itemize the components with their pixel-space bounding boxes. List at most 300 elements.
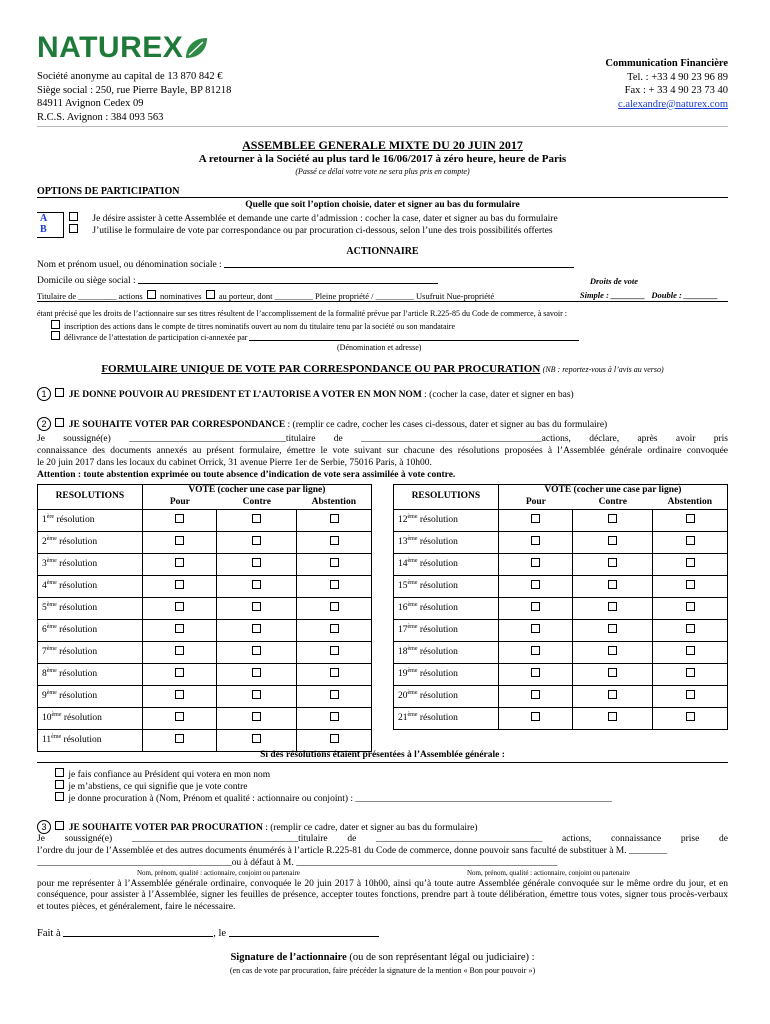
resolution-word: résolution [417,691,458,702]
contact-info [605,57,728,111]
options-instruction: Quelle que soit l’option choisie, dater et signer au bas du formulaire [245,200,520,210]
resolution-word: résolution [61,735,102,746]
resolution-row [394,598,728,620]
resolution-ordinal: ème [407,558,418,565]
resolution-number: 10 [42,713,52,724]
resolution-word: résolution [417,559,458,570]
signature-rest: (ou de son représentant légal ou judiciaire) : [349,952,535,963]
vote-contre-checkbox[interactable] [252,690,261,699]
nominatives-checkbox[interactable] [147,290,156,299]
resolution-label [38,642,143,664]
vote-contre-checkbox[interactable] [252,558,261,567]
domicile-label: Domicile ou siège social : [37,276,136,286]
resolution-label [394,598,499,620]
option-b-checkbox[interactable] [69,224,78,233]
domicile-input[interactable] [138,283,438,284]
resolution-label [38,598,143,620]
actionnaire-divider [37,301,728,302]
vote-cell-pour [498,598,573,620]
resolution-word: résolution [56,669,98,680]
fait-label: Fait à [37,928,61,939]
resolution-label [38,664,143,686]
option3-text: JE SOUHAITE VOTER PAR PROCURATION [68,823,263,833]
resolution-number: 9 [42,691,47,702]
vote-cell-pour [498,576,573,598]
resolution-word: résolution [417,581,458,592]
vote-contre-checkbox[interactable] [608,602,617,611]
resolution-word: résolution [56,691,98,702]
fait-row [37,928,379,941]
vote-pour-checkbox[interactable] [531,712,540,721]
vote-cell-contre [217,510,297,532]
vote-abstention-checkbox[interactable] [330,734,339,743]
vote-cell-contre [573,664,653,686]
resolution-word: résolution [417,647,458,658]
delivrance-checkbox[interactable] [51,331,60,340]
resolution-row [38,532,372,554]
vote-abstention-checkbox[interactable] [330,690,339,699]
resolution-label [394,664,499,686]
company-line: 84911 Avignon Cedex 09 [37,98,144,109]
vote-header: VOTE (cocher une case par ligne) [142,485,371,498]
resolution-ordinal: ème [407,668,418,675]
vote-contre-checkbox[interactable] [252,580,261,589]
vote-contre-checkbox[interactable] [252,668,261,677]
form-title-row [37,363,728,376]
resolution-word: résolution [61,713,102,724]
option-a-text: Je désire assister à cette Assemblée et demande une carte d’admission : cocher la case, dater et signer au bas du formulaire [92,214,558,224]
vote-pour-checkbox[interactable] [531,514,540,523]
resolution-number: 12 [398,515,408,526]
resolution-ordinal: ère [46,514,55,521]
resolution-label [38,532,143,554]
vote-cell-pour [498,554,573,576]
option3-caption2: Nom, prénom, qualité : actionnaire, conjoint ou partenaire [467,869,630,877]
delivrance-text: délivrance de l’attestation de participation ci-annexée par [64,333,248,342]
vote-contre-checkbox[interactable] [252,602,261,611]
simple-votes: Simple : ________ [579,290,646,300]
resolution-number: 7 [42,647,47,658]
resolution-number: 13 [398,537,408,548]
vote-pour-checkbox[interactable] [531,558,540,567]
vote-contre-checkbox[interactable] [608,646,617,655]
vote-pour-checkbox[interactable] [175,580,184,589]
option1-number: 1 [37,387,51,401]
option2-attention: Attention : toute abstention exprimée ou toute absence d’indication de vote sera assimilée à vote contre. [37,470,456,480]
vote-cell-contre [573,598,653,620]
vote-contre-checkbox[interactable] [608,536,617,545]
vote-abstention-checkbox[interactable] [330,712,339,721]
resolution-label [38,576,143,598]
resolution-number: 11 [42,735,52,746]
resolutions-table-left [37,484,372,752]
resolution-ordinal: ème [51,712,62,719]
vote-cell-abstention [297,554,372,576]
resolution-ordinal: ème [46,602,57,609]
contre-header: Contre [573,497,653,510]
resolution-row [394,576,728,598]
vote-pour-checkbox[interactable] [531,624,540,633]
resolution-row [38,730,372,752]
vote-abstention-checkbox[interactable] [330,536,339,545]
extra-opt2-text: je m’abstiens, ce qui signifie que je vote contre [68,782,248,792]
vote-cell-pour [498,642,573,664]
vote-cell-abstention [297,532,372,554]
vote-pour-checkbox[interactable] [531,536,540,545]
vote-contre-checkbox[interactable] [608,558,617,567]
vote-pour-checkbox[interactable] [531,668,540,677]
vote-abstention-checkbox[interactable] [330,624,339,633]
vote-cell-abstention [653,642,728,664]
resolutions-header: RESOLUTIONS [394,485,499,510]
option2-line2: connaissance des documents annexés au présent formulaire, émettre le vote suivant sur chacune des résolutions proposées à l’Assemblée générale ordinaire convoquée [37,446,728,456]
actionnaire-box [37,244,728,356]
resolution-row [394,664,728,686]
option-b-letter: B [40,224,47,235]
subtitle-note: (Passé ce délai votre vote ne sera plus pris en compte) [295,167,470,176]
vote-cell-contre [573,532,653,554]
option3-number: 3 [37,820,51,834]
contact-email-link[interactable]: c.alexandre@naturex.com [618,98,728,110]
resolution-ordinal: ème [407,712,418,719]
resolution-row [394,510,728,532]
resolution-word: résolution [56,581,98,592]
vote-cell-abstention [297,708,372,730]
vote-cell-pour [498,620,573,642]
resolution-row [38,642,372,664]
vote-cell-contre [573,620,653,642]
vote-abstention-checkbox[interactable] [330,646,339,655]
titulaire-text: Titulaire de _________ actions [37,291,143,301]
form-note: (NB : reportez-vous à l’avis au verso) [542,365,664,374]
option2-number: 2 [37,417,51,431]
resolution-word: résolution [56,625,98,636]
resolution-ordinal: ème [46,646,57,653]
resolution-row [38,686,372,708]
contact-title: Communication Financière [605,58,728,69]
resolution-row [394,686,728,708]
vote-contre-checkbox[interactable] [608,668,617,677]
resolution-ordinal: ème [46,690,57,697]
resolution-ordinal: ème [46,536,57,543]
resolution-label [394,510,499,532]
vote-contre-checkbox[interactable] [252,624,261,633]
inscription-text: inscription des actions dans le compte de titres nominatifs ouvert au nom du titulaire tenu par la société ou son mandataire [64,322,456,331]
resolution-row [38,708,372,730]
vote-abstention-checkbox[interactable] [686,668,695,677]
vote-contre-checkbox[interactable] [252,734,261,743]
vote-cell-abstention [297,642,372,664]
resolution-word: résolution [417,603,458,614]
vote-pour-checkbox[interactable] [175,712,184,721]
vote-cell-contre [217,730,297,752]
precise-text: étant précisé que les droits de l’actionnaire sur ses titres résultent de l’accomplissement de la formalité prévue par l’article R.225-85 du Code de commerce, à savoir : [37,309,568,318]
vote-cell-abstention [653,598,728,620]
vote-cell-abstention [653,664,728,686]
resolution-row [38,510,372,532]
vote-cell-abstention [653,576,728,598]
fait-date-input[interactable] [229,936,379,937]
leaf-icon [183,35,209,61]
resolution-number: 20 [398,691,408,702]
vote-pour-checkbox[interactable] [531,646,540,655]
vote-pour-checkbox[interactable] [175,558,184,567]
resolution-label [38,510,143,532]
resolution-row [394,620,728,642]
option-a-checkbox[interactable] [69,212,78,221]
option3-line2: l’ordre du jour de l’Assemblée et des autres documents énumérés à l’article R.225-81 du Code de commerce, donne pouvoir sans faculté de substituer à M. ________ [37,846,667,856]
vote-pour-checkbox[interactable] [175,536,184,545]
option2-note: : (remplir ce cadre, cocher les cases ci-dessous, dater et signer au bas du formulaire) [287,420,608,430]
vote-abstention-checkbox[interactable] [686,690,695,699]
vote-cell-abstention [297,620,372,642]
option2-checkbox[interactable] [55,418,64,427]
signature-row [37,952,728,965]
vote-cell-pour [142,686,217,708]
resolution-number: 15 [398,581,408,592]
resolution-word: résolution [54,515,95,526]
resolution-row [38,664,372,686]
vote-abstention-checkbox[interactable] [330,580,339,589]
resolution-word: résolution [417,515,458,526]
resolution-row [394,708,728,730]
option3-line1: Je soussigné(e) ___________________________________titulaire de ___________________________________ actions, connaissance prise de [37,834,728,844]
inscription-checkbox[interactable] [51,320,60,329]
vote-abstention-checkbox[interactable] [686,712,695,721]
vote-cell-pour [142,620,217,642]
resolution-number: 17 [398,625,408,636]
resolution-word: résolution [417,669,458,680]
options-letter-box [37,212,64,238]
resolution-label [394,686,499,708]
vote-cell-abstention [297,730,372,752]
option1-note: : (cocher la case, dater et signer en bas) [424,390,574,400]
contre-header: Contre [217,497,297,510]
vote-cell-pour [498,708,573,730]
resolution-number: 4 [42,581,47,592]
fait-place-input[interactable] [63,936,213,937]
resolution-ordinal: ème [407,646,418,653]
vote-pour-checkbox[interactable] [175,646,184,655]
vote-abstention-checkbox[interactable] [686,580,695,589]
vote-abstention-checkbox[interactable] [686,646,695,655]
vote-pour-checkbox[interactable] [531,690,540,699]
options-heading: OPTIONS DE PARTICIPATION [37,186,180,197]
vote-contre-checkbox[interactable] [608,690,617,699]
resolution-ordinal: ème [46,624,57,631]
vote-cell-pour [142,730,217,752]
resolution-number: 19 [398,669,408,680]
vote-cell-abstention [297,576,372,598]
resolution-word: résolution [417,713,458,724]
vote-pour-checkbox[interactable] [175,514,184,523]
vote-cell-pour [142,708,217,730]
vote-cell-contre [573,708,653,730]
vote-cell-abstention [297,686,372,708]
option1-box [37,383,728,407]
company-line: Siège social : 250, rue Pierre Bayle, BP 81218 [37,84,232,96]
resolution-label [394,554,499,576]
vote-abstention-checkbox[interactable] [330,514,339,523]
abstention-header: Abstention [297,497,372,510]
vote-cell-abstention [653,510,728,532]
resolution-ordinal: ème [407,536,418,543]
resolution-word: résolution [56,647,98,658]
contact-fax: Fax : + 33 4 90 23 73 40 [624,85,728,96]
vote-cell-contre [217,620,297,642]
resolution-row [38,598,372,620]
vote-cell-contre [217,598,297,620]
vote-cell-pour [142,598,217,620]
extra-opt2-checkbox[interactable] [55,780,64,789]
extra-opt3-checkbox[interactable] [55,792,64,801]
vote-contre-checkbox[interactable] [252,646,261,655]
resolution-number: 5 [42,603,47,614]
resolution-number: 14 [398,559,408,570]
extra-opt1-text: je fais confiance au Président qui votera en mon nom [68,770,271,780]
resolution-number: 21 [398,713,408,724]
signature-note: (en cas de vote par procuration, faire précéder la signature de la mention « Bon pour pouvoir ») [229,966,536,975]
resolutions-table-right [393,484,728,730]
extra-heading: Si des résolutions étaient présentées à l’Assemblée générale : [260,750,505,760]
vote-cell-pour [498,686,573,708]
resolution-word: résolution [417,625,458,636]
vote-contre-checkbox[interactable] [608,514,617,523]
vote-pour-checkbox[interactable] [531,580,540,589]
resolution-label [38,730,143,752]
vote-cell-abstention [653,708,728,730]
vote-abstention-checkbox[interactable] [330,602,339,611]
naturex-logo [37,30,209,66]
resolution-ordinal: ème [46,668,57,675]
resolution-ordinal: ème [407,580,418,587]
vote-pour-checkbox[interactable] [175,624,184,633]
resolution-number: 3 [42,559,47,570]
option3-note: : (remplir ce cadre, dater et signer au bas du formulaire) [265,823,478,833]
option2-line3: le 20 juin 2017 dans les locaux du cabinet Orrick, 31 avenue Pierre 1er de Serbie, 75016 Paris, à 10h00. [37,458,432,468]
vote-pour-checkbox[interactable] [175,690,184,699]
actionnaire-heading: ACTIONNAIRE [346,246,419,257]
resolution-word: résolution [56,537,98,548]
vote-cell-pour [142,664,217,686]
resolution-label [394,576,499,598]
resolution-ordinal: ème [407,624,418,631]
vote-contre-checkbox[interactable] [252,514,261,523]
vote-pour-checkbox[interactable] [531,602,540,611]
option3-paragraph: pour me représenter à l’Assemblée générale ordinaire, convoquée le 20 juin 2017 à 10h00, ainsi qu’à toute autre Assemblée générale convoquée sur le même ordre du jour, et en conséquence, pour assister à l’Assemblée, signer les feuilles de présence, accepter toutes fonctions, prendre part à toute délibération, émettre tous votes, signer tous procès-verbaux et toutes pièces, et généralement, faire le nécessaire. [37,879,728,912]
option1-text: JE DONNE POUVOIR AU PRESIDENT ET L’AUTORISE A VOTER EN MON NOM [68,390,422,400]
porteur-text: au porteur, dont _________ Pleine propriété / _________ Usufruit Nue-propriété [218,291,495,301]
resolution-row [38,576,372,598]
vote-cell-contre [573,642,653,664]
porteur-checkbox[interactable] [206,290,215,299]
resolution-label [394,708,499,730]
vote-abstention-checkbox[interactable] [686,514,695,523]
option3-box [37,817,728,914]
resolution-row [394,532,728,554]
resolution-number: 1 [42,515,47,526]
vote-contre-checkbox[interactable] [608,624,617,633]
resolution-number: 2 [42,537,47,548]
vote-cell-contre [573,554,653,576]
option3-checkbox[interactable] [55,821,64,830]
droits-label: Droits de vote [589,276,638,286]
resolution-row [394,642,728,664]
option2-line1: Je soussigné(e) _________________________________titulaire de ______________________________________actions, déclare, après avoir pris [37,434,728,444]
vote-abstention-checkbox[interactable] [686,624,695,633]
form-title: FORMULAIRE UNIQUE DE VOTE PAR CORRESPONDANCE OU PAR PROCURATION [101,363,541,375]
vote-pour-checkbox[interactable] [175,734,184,743]
header-divider [37,126,728,127]
extra-opt3-text: je donne procuration à (Nom, Prénom et qualité : actionnaire ou conjoint) : ______________________________________________________ [68,794,612,804]
company-line: Société anonyme au capital de 13 870 842 € [37,71,223,82]
le-label: , le [213,928,227,939]
delivrance-input[interactable] [249,340,579,341]
vote-contre-checkbox[interactable] [608,580,617,589]
vote-cell-abstention [653,686,728,708]
resolution-label [394,620,499,642]
option3-line3: _________________________________________ou à défaut à M. _______________________________________________________ [37,858,558,868]
resolution-number: 6 [42,625,47,636]
vote-pour-checkbox[interactable] [175,602,184,611]
page-subtitle: A retourner à la Société au plus tard le 16/06/2017 à zéro heure, heure de Paris [198,153,567,165]
vote-cell-pour [498,510,573,532]
vote-abstention-checkbox[interactable] [686,536,695,545]
contact-tel: Tel. : +33 4 90 23 96 89 [627,71,728,83]
pour-header: Pour [142,497,217,510]
vote-cell-abstention [653,620,728,642]
vote-abstention-checkbox[interactable] [686,558,695,567]
resolution-label [38,620,143,642]
nominatives-label: nominatives [159,291,202,301]
option-b-text: J’utilise le formulaire de vote par correspondance ou par procuration ci-dessous, selon l’une des trois possibilités offertes [92,226,553,236]
resolution-word: résolution [56,559,98,570]
vote-abstention-checkbox[interactable] [330,558,339,567]
resolution-label [38,686,143,708]
resolution-ordinal: ème [407,514,418,521]
vote-contre-checkbox[interactable] [252,712,261,721]
resolution-word: résolution [417,537,458,548]
resolution-label [38,554,143,576]
option-a-letter: A [40,213,48,224]
resolution-word: résolution [56,603,98,614]
resolution-ordinal: ème [407,602,418,609]
vote-abstention-checkbox[interactable] [686,602,695,611]
logo-text: NATUREX [37,31,184,64]
vote-cell-abstention [297,510,372,532]
vote-cell-pour [142,642,217,664]
vote-pour-checkbox[interactable] [175,668,184,677]
option1-checkbox[interactable] [55,388,64,397]
resolution-ordinal: ème [51,734,62,741]
name-input[interactable] [224,267,574,268]
extra-opt1-checkbox[interactable] [55,768,64,777]
vote-cell-contre [573,576,653,598]
vote-contre-checkbox[interactable] [252,536,261,545]
vote-cell-abstention [297,598,372,620]
resolution-row [394,554,728,576]
double-votes: Double : ________ [651,290,718,300]
vote-cell-pour [142,554,217,576]
vote-header: VOTE (cocher une case par ligne) [498,485,727,498]
vote-abstention-checkbox[interactable] [330,668,339,677]
vote-cell-contre [217,708,297,730]
resolution-ordinal: ème [407,690,418,697]
vote-cell-contre [217,554,297,576]
vote-contre-checkbox[interactable] [608,712,617,721]
vote-cell-contre [573,686,653,708]
vote-cell-contre [217,686,297,708]
